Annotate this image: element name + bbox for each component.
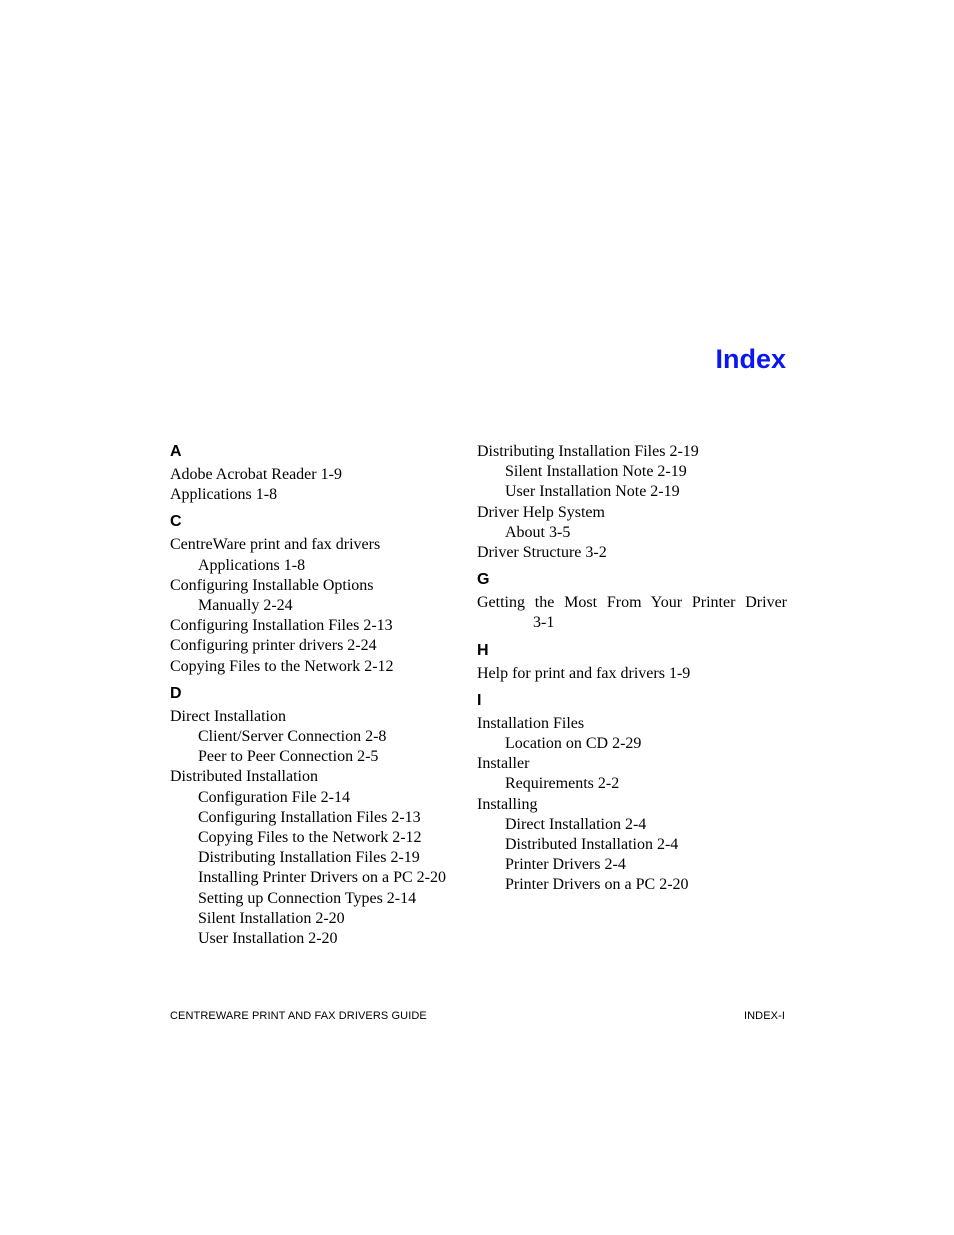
index-entry: Configuring Installation Files 2-13: [170, 617, 393, 635]
index-subentry: Installing Printer Drivers on a PC 2-20: [198, 869, 446, 887]
index-subentry: Configuration File 2-14: [198, 788, 350, 806]
index-subentry: Distributed Installation 2-4: [505, 836, 679, 854]
index-entry: Adobe Acrobat Reader 1-9: [170, 466, 342, 483]
index-entry: Distributing Installation Files 2-19: [477, 443, 699, 460]
index-subentry: Setting up Connection Types 2-14: [198, 889, 417, 907]
index-subentry: Client/Server Connection 2-8: [198, 728, 387, 746]
index-entry: Configuring Installable Options: [170, 576, 374, 594]
index-letter-heading: I: [477, 691, 482, 709]
page-title: Index: [715, 344, 786, 375]
index-entry: Configuring printer drivers 2-24: [170, 637, 377, 655]
index-entry: Getting the Most From Your Printer Driver: [477, 594, 787, 612]
index-letter-heading: D: [170, 684, 182, 702]
index-entry: Installer: [477, 755, 530, 773]
index-letter-heading: C: [170, 513, 182, 531]
index-letter-heading: G: [477, 571, 490, 589]
index-entry: Driver Help System: [477, 503, 605, 521]
index-subentry: Printer Drivers on a PC 2-20: [505, 876, 689, 894]
index-letter-heading: H: [477, 641, 489, 659]
index-column-left: [170, 442, 470, 949]
footer-guide-title: CENTREWARE PRINT AND FAX DRIVERS GUIDE: [170, 1010, 427, 1022]
index-subentry: Printer Drivers 2-4: [505, 856, 626, 874]
index-entry: Installation Files: [477, 714, 585, 732]
index-entry-page-ref: 3-1: [533, 614, 555, 632]
index-subentry: Copying Files to the Network 2-12: [198, 829, 422, 847]
index-entry: Driver Structure 3-2: [477, 544, 607, 562]
index-entry: Direct Installation: [170, 707, 286, 725]
index-subentry: Direct Installation 2-4: [505, 815, 647, 833]
index-subentry: Configuring Installation Files 2-13: [198, 808, 421, 826]
index-subentry: Silent Installation Note 2-19: [505, 463, 687, 481]
index-subentry: Applications 1-8: [198, 556, 306, 574]
index-subentry: About 3-5: [505, 523, 571, 541]
index-subentry: Distributing Installation Files 2-19: [198, 849, 420, 867]
index-entry: Distributed Installation: [170, 768, 318, 786]
index-subentry: Silent Installation 2-20: [198, 909, 345, 927]
index-subentry: Peer to Peer Connection 2-5: [198, 748, 379, 766]
index-entry: CentreWare print and fax drivers: [170, 536, 381, 554]
index-subentry: Location on CD 2-29: [505, 735, 642, 753]
index-letter-heading: A: [170, 443, 182, 460]
index-column-right: [477, 442, 787, 896]
index-subentry: Manually 2-24: [198, 597, 293, 615]
index-entry: Installing: [477, 795, 538, 813]
index-entry: Help for print and fax drivers 1-9: [477, 664, 691, 682]
index-subentry: User Installation 2-20: [198, 930, 338, 948]
index-subentry: Requirements 2-2: [505, 775, 620, 793]
index-subentry: User Installation Note 2-19: [505, 483, 680, 501]
footer-page-number: INDEX-I: [743, 1010, 785, 1022]
index-entry: Applications 1-8: [170, 486, 278, 504]
index-entry: Copying Files to the Network 2-12: [170, 657, 394, 675]
